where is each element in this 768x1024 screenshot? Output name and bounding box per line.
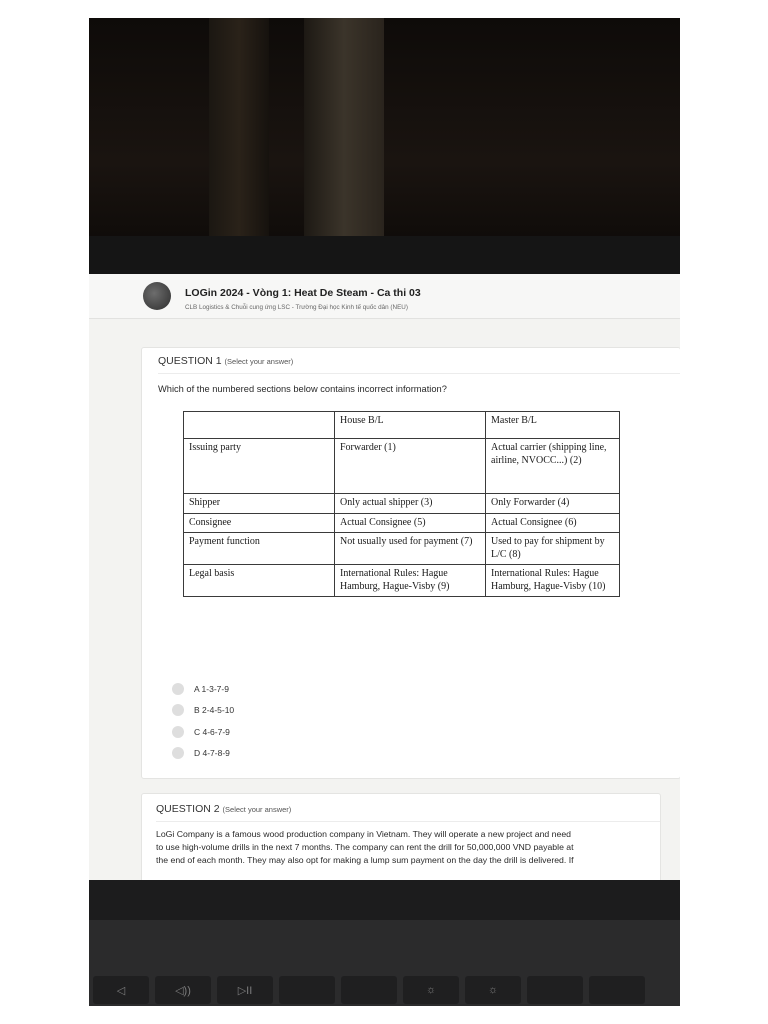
question-2-hint: (Select your answer) (222, 805, 292, 814)
question-2-text (156, 828, 646, 867)
table-cell: Issuing party (184, 439, 335, 494)
option-d[interactable] (172, 743, 234, 765)
question-2-line: the end of each month. They may also opt for making a lump sum payment on the day the drill is delivered. If (156, 855, 574, 865)
keyboard-hinge (89, 880, 680, 920)
radio-button[interactable] (172, 747, 184, 759)
function-key[interactable] (341, 976, 397, 1004)
table-cell: Shipper (184, 494, 335, 514)
table-cell: Consignee (184, 513, 335, 533)
divider (156, 821, 660, 822)
table-header-cell: House B/L (335, 412, 486, 439)
volume-up-key[interactable]: ◁)) (155, 976, 211, 1004)
radio-button[interactable] (172, 683, 184, 695)
curtain (209, 18, 269, 248)
table-row (184, 513, 620, 533)
brightness-up-key[interactable]: ☼ (465, 976, 521, 1004)
window-light (304, 18, 384, 248)
question-2-heading (156, 803, 291, 815)
function-key[interactable] (589, 976, 645, 1004)
table-cell: Legal basis (184, 565, 335, 597)
table-row (184, 494, 620, 514)
answer-options (172, 678, 234, 764)
divider (158, 373, 680, 374)
table-cell: Payment function (184, 533, 335, 565)
organizer-subtitle: CLB Logistics & Chuỗi cung ứng LSC - Trường Đại học Kinh tế quốc dân (NEU) (185, 304, 408, 311)
table-row (184, 533, 620, 565)
question-2-line: to use high-volume drills in the next 7 months. The company can rent the drill for 50,000,000 VND payable at (156, 842, 574, 852)
function-key-row (89, 976, 680, 1004)
option-a[interactable] (172, 678, 234, 700)
question-2-card (141, 793, 661, 884)
table-header-cell: Master B/L (486, 412, 620, 439)
avatar (143, 282, 171, 310)
question-1-card (141, 347, 680, 779)
table-cell: Not usually used for payment (7) (335, 533, 486, 565)
table-cell: Only actual shipper (3) (335, 494, 486, 514)
table-cell: International Rules: Hague Hamburg, Hague-Visby (9) (335, 565, 486, 597)
play-pause-key[interactable]: ▷II (217, 976, 273, 1004)
bl-comparison-table (183, 411, 620, 597)
table-row (184, 565, 620, 597)
room-background (89, 18, 680, 258)
option-label: A 1-3-7-9 (194, 683, 229, 694)
volume-down-key[interactable]: ◁ (93, 976, 149, 1004)
table-cell: Used to pay for shipment by L/C (8) (486, 533, 620, 565)
keyboard (89, 880, 680, 1006)
radio-button[interactable] (172, 726, 184, 738)
table-cell: Only Forwarder (4) (486, 494, 620, 514)
function-key[interactable] (279, 976, 335, 1004)
table-cell: International Rules: Hague Hamburg, Hague-Visby (10) (486, 565, 620, 597)
question-1-number: QUESTION 1 (158, 355, 222, 367)
brightness-down-key[interactable]: ☼ (403, 976, 459, 1004)
option-b[interactable] (172, 700, 234, 722)
quiz-header (89, 274, 680, 319)
question-1-prompt: Which of the numbered sections below contains incorrect information? (158, 384, 447, 394)
question-2-line: LoGi Company is a famous wood production company in Vietnam. They will operate a new project and need (156, 829, 571, 839)
function-key[interactable] (527, 976, 583, 1004)
table-cell: Actual Consignee (6) (486, 513, 620, 533)
laptop-bezel (89, 236, 680, 276)
option-label: D 4-7-8-9 (194, 748, 230, 759)
question-1-heading (158, 355, 293, 367)
option-label: B 2-4-5-10 (194, 705, 235, 716)
table-cell: Actual carrier (shipping line, airline, NVOCC...) (2) (486, 439, 620, 494)
table-cell: Forwarder (1) (335, 439, 486, 494)
question-2-number: QUESTION 2 (156, 803, 220, 815)
option-c[interactable] (172, 721, 234, 743)
laptop-screen (89, 274, 680, 884)
table-row (184, 439, 620, 494)
table-header-cell (184, 412, 335, 439)
option-label: C 4-6-7-9 (194, 726, 230, 737)
photo-frame (89, 18, 680, 1006)
page-title: LOGin 2024 - Vòng 1: Heat De Steam - Ca thi 03 (185, 287, 421, 299)
question-1-hint: (Select your answer) (224, 357, 294, 366)
radio-button[interactable] (172, 704, 184, 716)
table-cell: Actual Consignee (5) (335, 513, 486, 533)
table-header-row (184, 412, 620, 439)
